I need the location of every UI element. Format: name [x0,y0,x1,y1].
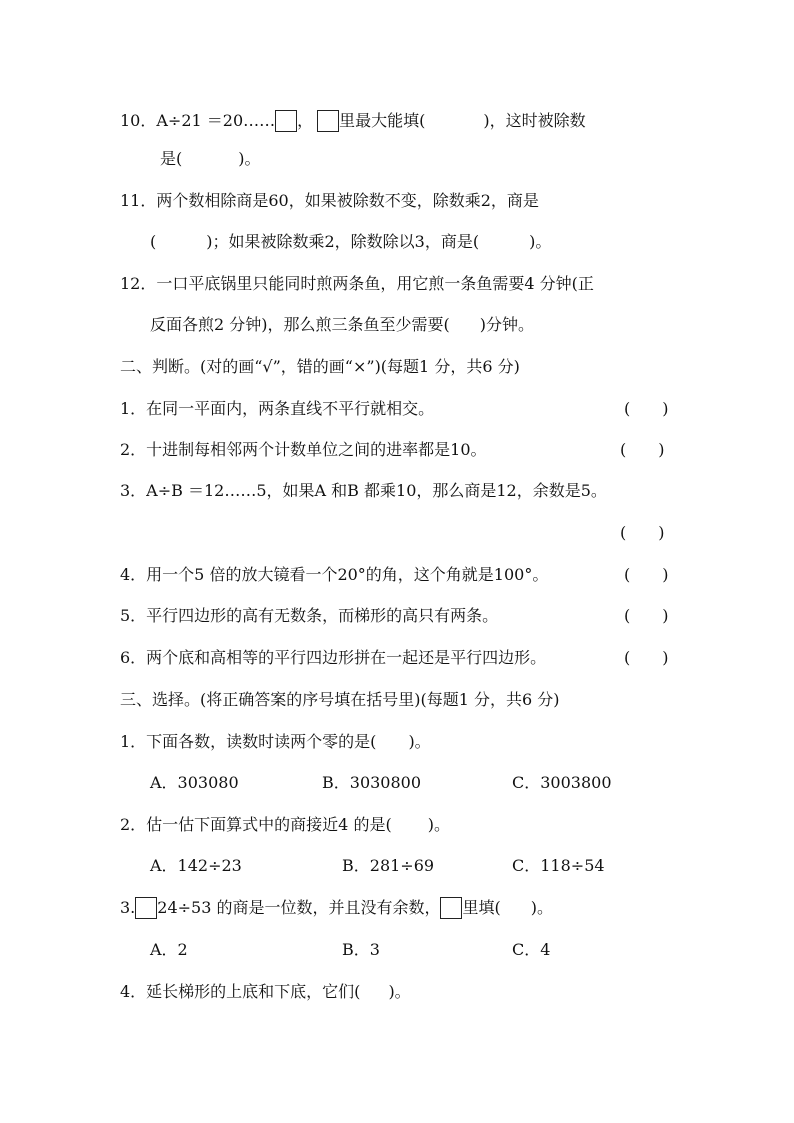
choice-q1-option-c[interactable]: C．3003800 [512,773,612,792]
choice-q4-end: )。 [388,982,411,1001]
choice-question-4 [120,981,411,1003]
judge-answer-paren-3[interactable]: ( ) [620,523,665,542]
q11-end: )。 [529,232,552,251]
choice-q3-option-a[interactable]: A．2 [150,940,188,959]
judge-item-1: 1．在同一平面内，两条直线不平行就相交。 [120,399,435,418]
q11-paren-open: ( [150,232,157,251]
q12-end: )分钟。 [479,315,535,334]
choice-question-3 [120,897,553,919]
choice-q2-stem: 2．估一估下面算式中的商接近4 的是( [120,815,392,834]
judge-item-6: 6．两个底和高相等的平行四边形拼在一起还是平行四边形。 [120,648,547,667]
choice-question-2 [120,814,450,836]
choice-q1-end: )。 [408,732,431,751]
question-10-line-2 [160,148,261,170]
answer-box[interactable] [275,110,297,132]
question-12-line-1: 12．一口平底锅里只能同时煎两条鱼，用它煎一条鱼需要4 分钟(正 [120,274,594,293]
choice-q4-stem: 4．延长梯形的上底和下底，它们( [120,982,361,1001]
judge-answer-paren-1[interactable]: ( ) [624,399,669,418]
q10-text-c: 里最大能填( [339,111,426,130]
choice-q3-end: )。 [530,898,553,917]
choice-q1-option-a[interactable]: A．303080 [150,773,239,792]
answer-box[interactable] [317,110,339,132]
choice-q3-suffix: 里填( [462,898,501,917]
judge-answer-paren-2[interactable]: ( ) [620,440,665,459]
question-12-line-2 [150,314,534,336]
judge-item-4: 4．用一个5 倍的放大镜看一个20°的角，这个角就是100°。 [120,565,549,584]
choice-q3-prefix: 3. [120,898,136,917]
choice-q3-option-c[interactable]: C．4 [512,940,551,959]
judge-answer-paren-4[interactable]: ( ) [624,565,669,584]
judge-answer-paren-5[interactable]: ( ) [624,606,669,625]
question-11-line-1: 11．两个数相除商是60，如果被除数不变，除数乘2，商是 [120,191,539,210]
judge-item-5: 5．平行四边形的高有无数条，而梯形的高只有两条。 [120,606,499,625]
choice-q3-middle: 24÷53 的商是一位数，并且没有余数， [157,898,441,917]
choice-q1-option-b[interactable]: B．3030800 [322,773,422,792]
q10-text-b: ， [297,111,314,130]
choice-question-1 [120,731,431,753]
q12-text: 反面各煎2 分钟)，那么煎三条鱼至少需要( [150,315,450,334]
section-3-title: 三、选择。(将正确答案的序号填在括号里)(每题1 分，共6 分) [120,690,560,709]
answer-box[interactable] [135,897,157,919]
q10-line2-end: )。 [238,149,261,168]
q10-line2-text: 是( [160,149,183,168]
question-11-line-2 [150,231,551,253]
choice-q2-option-c[interactable]: C．118÷54 [512,856,605,875]
choice-q2-option-a[interactable]: A．142÷23 [150,856,242,875]
choice-q2-end: )。 [427,815,450,834]
q10-text-d: )，这时被除数 [483,111,586,130]
choice-q1-stem: 1．下面各数，读数时读两个零的是( [120,732,377,751]
judge-item-3: 3．A÷B ＝12……5，如果A 和B 都乘10，那么商是12，余数是5。 [120,481,607,500]
judge-item-2: 2．十进制每相邻两个计数单位之间的进率都是10。 [120,440,487,459]
q10-text-a: 10．A÷21 ＝20…… [120,111,276,130]
judge-answer-paren-6[interactable]: ( ) [624,648,669,667]
q11-text: )；如果被除数乘2，除数除以3，商是( [206,232,480,251]
question-10-line-1 [120,110,586,132]
answer-box[interactable] [440,897,462,919]
choice-q2-option-b[interactable]: B．281÷69 [342,856,435,875]
section-2-title: 二、判断。(对的画“√”，错的画“×”)(每题1 分，共6 分) [120,357,520,376]
choice-q3-option-b[interactable]: B．3 [342,940,380,959]
